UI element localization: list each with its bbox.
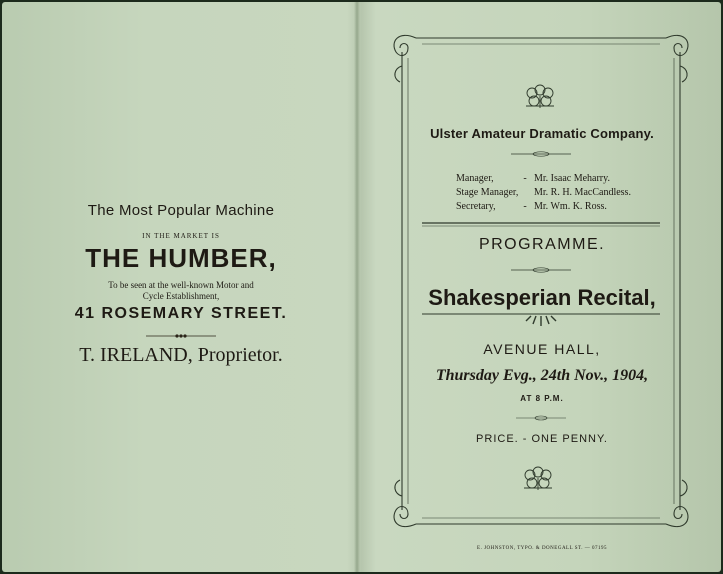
staff-name: Mr. R. H. MacCandless. — [534, 187, 631, 198]
flower-ornament-bottom — [518, 466, 558, 492]
venue: AVENUE HALL, — [483, 341, 601, 357]
advert-headline: The Most Popular Machine — [87, 202, 275, 219]
programme-heading: PROGRAMME. — [478, 236, 606, 253]
advert-seen-at — [0, 280, 362, 302]
staff-role: Secretary, — [456, 201, 496, 212]
staff-name: Mr. Wm. K. Ross. — [534, 201, 607, 212]
company-divider — [511, 150, 571, 158]
staff-separator: - — [523, 201, 527, 212]
advert-seen-at-line2: Cycle Establishment, — [142, 291, 220, 301]
staff-role: Stage Manager, — [456, 187, 519, 198]
staff-role: Manager, — [456, 173, 494, 184]
staff-separator: - — [523, 173, 527, 184]
staff-row — [456, 200, 631, 214]
staff-row — [456, 172, 631, 186]
staff-name: Mr. Isaac Meharry. — [534, 173, 610, 184]
printer-imprint: E. JOHNSTON, TYPO. & DONEGALL ST. — 07195 — [477, 546, 607, 551]
flower-ornament-top — [520, 84, 560, 110]
advert-divider — [146, 332, 216, 340]
advert-product: THE HUMBER, — [85, 243, 277, 273]
double-rule-top — [422, 222, 660, 227]
event-rule — [422, 312, 660, 334]
advert-small-caps: IN THE MARKET IS — [142, 232, 220, 240]
time-divider — [516, 414, 566, 422]
programme-divider — [511, 266, 571, 274]
staff-row — [456, 186, 631, 200]
staff-list — [456, 172, 631, 214]
advert-proprietor: T. IRELAND, Proprietor. — [79, 344, 283, 366]
advert-address: 41 ROSEMARY STREET. — [74, 305, 288, 322]
company-name: Ulster Amateur Dramatic Company. — [430, 126, 654, 141]
advert-seen-at-line1: To be seen at the well-known Motor and — [108, 280, 254, 290]
event-date: Thursday Evg., 24th Nov., 1904, — [435, 367, 649, 384]
event-title: Shakesperian Recital, — [428, 285, 656, 310]
price: PRICE. - ONE PENNY. — [476, 433, 608, 445]
event-time: AT 8 P.M. — [520, 394, 564, 403]
